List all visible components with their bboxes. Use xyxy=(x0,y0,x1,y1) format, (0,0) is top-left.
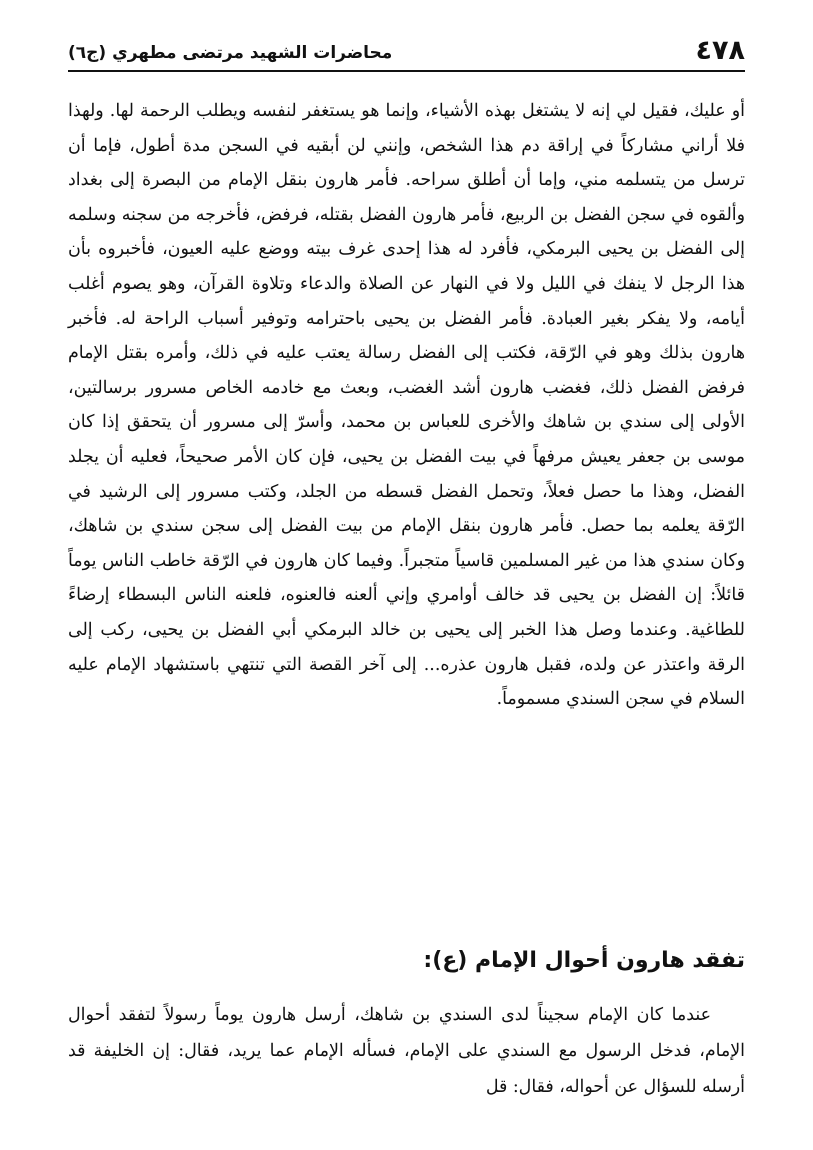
body-text xyxy=(68,94,745,717)
header-divider xyxy=(68,70,745,72)
section-title: تفقد هارون أحوال الإمام (ع): xyxy=(423,948,745,973)
page-number: ٤٧٨ xyxy=(695,35,745,66)
section-paragraph: عندما كان الإمام سجيناً لدى السندي بن شاهك، أرسل هارون يوماً رسولاً لتفقد أحوال الإمام، فدخل الرسول مع السندي على الإمام، فسأله الإمام عما يريد، فقال: إن الخليفة قد أرسله للسؤال عن أحواله، فقال: قل xyxy=(68,1005,745,1097)
body-paragraph: أو عليك، فقيل لي إنه لا يشتغل بهذه الأشياء، وإنما هو يستغفر لنفسه ويطلب الرحمة لها. ولهذا فلا أراني مشاركاً في إراقة دم هذا الشخص، وإنني لن أبقيه في السجن مدة أطول، فإما أن ترسل من يتسلمه مني، وإما أن أطلق سراحه. فأمر هارون بنقل الإمام من البصرة إلى بغداد وألقوه في سجن الفضل بن الربيع، فأمر هارون الفضل بقتله، فرفض، فأخرجه من سجنه وسلمه إلى الفضل بن يحيى البرمكي، فأفرد له هذا إحدى غرف بيته ووضع عليه العيون، فأخبروه بأن هذا الرجل لا ينفك في الليل ولا في النهار عن الصلاة والدعاء وتلاوة القرآن، وهو يصوم أغلب أيامه، ولا يفكر بغير العبادة. فأمر الفضل بن يحيى باحترامه وتوفير أسباب الراحة له. فأخبر هارون بذلك وهو في الرّقة، فكتب إلى الفضل رسالة يعتب عليه في ذلك، وأمره بقتل الإمام فرفض الفضل ذلك، فغضب هارون أشد الغضب، وبعث مع خادمه الخاص مسرور برسالتين، الأولى إلى سندي بن شاهك والأخرى للعباس بن محمد، وأسرّ إلى مسرور أن يتحقق إذا كان موسى بن جعفر يعيش مرفهاً في بيت الفضل بن يحيى، فإن كان الأمر صحيحاً، فعليه أن يجلد الفضل، وهذا ما حصل فعلاً، وتحمل الفضل قسطه من الجلد، وكتب مسرور إلى الرشيد في الرّقة يعلمه بما حصل. فأمر هارون بنقل الإمام من بيت الفضل إلى سجن سندي بن شاهك، وكان سندي هذا من غير المسلمين قاسياً متجبراً. وفيما كان هارون في الرّقة خاطب الناس يوماً قائلاً: إن الفضل بن يحيى قد خالف أوامري وإني ألعنه فالعنوه، فلعنه الناس البسطاء إرضاءً للطاغية. وعندما وصل هذا الخبر إلى يحيى بن خالد البرمكي أبي الفضل بن يحيى، ركب إلى الرقة واعتذر عن ولده، فقبل هارون عذره... إلى آخر القصة التي تنتهي باستشهاد الإمام عليه السلام في سجن السندي مسموماً. xyxy=(68,101,745,710)
section-text xyxy=(68,997,745,1105)
page-header xyxy=(68,28,745,68)
running-title: محاضرات الشهيد مرتضى مطهري (ج٦) xyxy=(68,43,393,63)
